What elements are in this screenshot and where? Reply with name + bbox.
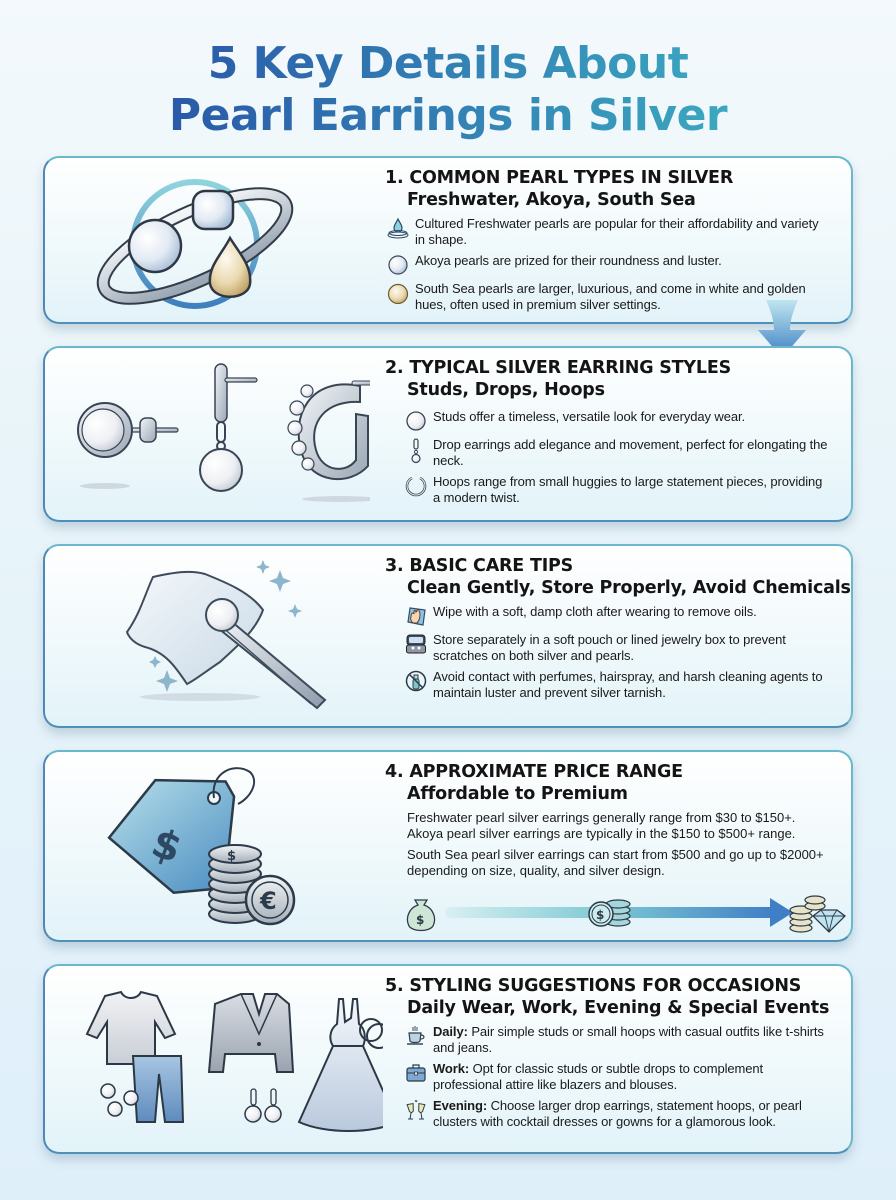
list-item [385,409,831,432]
care-illustration [45,546,375,726]
ring-pearls-icon [90,166,300,316]
price-tag-coins-icon [100,762,300,932]
section-pearl-types [43,156,853,324]
wipe-cloth-icon [405,605,427,627]
title-line-2: Pearl Earrings in Silver [168,90,728,141]
section-styling [43,964,853,1154]
item-label: Evening: [433,1098,488,1113]
cloth-tweezers-icon [95,552,355,722]
item-text: Cultured Freshwater pearls are popular for their affordability and variety in shape. [415,216,819,247]
section-heading: 1. COMMON PEARL TYPES IN SILVER [385,168,734,188]
item-text: Akoya pearls are prized for their roundness and luster. [415,253,722,268]
jewelry-box-icon [405,633,427,655]
list-item [385,1061,831,1093]
section-subheading: Affordable to Premium [407,784,628,804]
section-heading: 5. STYLING SUGGESTIONS FOR OCCASIONS [385,976,802,996]
svg-text:€: € [260,887,277,915]
price-paragraph: South Sea pearl silver earrings can start from $500 and go up to $2000+ depending on size, quality, and silver design. [407,847,824,878]
svg-text:$: $ [227,849,237,864]
item-text [433,1061,831,1093]
section-subheading: Studs, Drops, Hoops [407,380,605,400]
section-content [385,168,831,318]
item-text: South Sea pearls are larger, luxurious, and come in white and golden hues, often used in premium silver settings. [415,281,806,312]
svg-text:$: $ [416,913,425,927]
item-text: Store separately in a soft pouch or lined jewelry box to prevent scratches on both silver and pearls. [433,632,786,663]
champagne-glasses-icon [405,1099,427,1121]
item-description: Opt for classic studs or subtle drops to complement professional attire like blazers and blouses. [433,1061,764,1092]
item-description: Pair simple studs or small hoops with casual outfits like t-shirts and jeans. [433,1024,824,1055]
item-text: Studs offer a timeless, versatile look for everyday wear. [433,409,745,424]
section-heading: 4. APPROXIMATE PRICE RANGE [385,762,683,782]
list-item [385,437,831,469]
list-item [385,632,831,664]
section-content [385,556,851,706]
water-drop-icon [387,217,409,239]
price-paragraph: Freshwater pearl silver earrings generally range from $30 to $150+. Akoya pearl silver earrings are typically in the $150 to $500+ range. [407,810,796,841]
ring-with-pearls-illustration [45,158,375,322]
earrings-icon [70,356,370,506]
section-content [385,762,831,879]
coin-stack-icon [589,900,630,926]
coffee-cup-icon [405,1025,427,1047]
section-subheading: Freshwater, Akoya, South Sea [407,190,696,210]
item-text: Wipe with a soft, damp cloth after wearing to remove oils. [433,604,757,619]
svg-text:$: $ [596,908,605,922]
list-item [385,1024,831,1056]
section-care-tips [43,544,853,728]
page-title [0,38,896,142]
section-content [385,358,831,511]
no-spray-icon [405,670,427,692]
item-description: Choose larger drop earrings, statement hoops, or pearl clusters with cocktail dresses or gowns for a glamorous look. [433,1098,802,1129]
white-pearl-icon [387,254,409,276]
list-item [385,604,831,627]
section-heading: 2. TYPICAL SILVER EARRING STYLES [385,358,732,378]
section-heading: 3. BASIC CARE TIPS [385,556,574,576]
coins-and-diamond-icon [790,896,845,932]
briefcase-icon [405,1062,427,1084]
section-subheading: Clean Gently, Store Properly, Avoid Chemicals [407,578,851,598]
list-item [385,253,831,276]
item-text: Drop earrings add elegance and movement, perfect for elongating the neck. [433,437,828,468]
title-line-1: 5 Key Details About [207,38,689,89]
section-earring-styles [43,346,853,522]
earring-styles-illustration [45,348,375,520]
item-text [433,1024,831,1056]
section-content [385,976,831,1135]
list-item [385,474,831,506]
svg-text:$: $ [145,819,188,873]
money-bag-icon [407,900,434,931]
outfits-icon [63,974,383,1144]
outfits-illustration [45,966,375,1152]
section-subheading: Daily Wear, Work, Evening & Special Events [407,998,830,1018]
item-text [433,1098,831,1130]
price-scale [405,890,855,935]
list-item [385,669,831,701]
item-text: Avoid contact with perfumes, hairspray, and harsh cleaning agents to maintain luster and prevent silver tarnish. [433,669,823,700]
drop-earring-icon [405,438,427,464]
item-label: Daily: [433,1024,468,1039]
stud-icon [405,410,427,432]
item-label: Work: [433,1061,470,1076]
price-illustration [45,752,375,940]
list-item [385,216,831,248]
hoop-icon [405,475,427,497]
golden-pearl-icon [387,282,409,304]
list-item [385,1098,831,1130]
item-text: Hoops range from small huggies to large statement pieces, providing a modern twist. [433,474,823,505]
